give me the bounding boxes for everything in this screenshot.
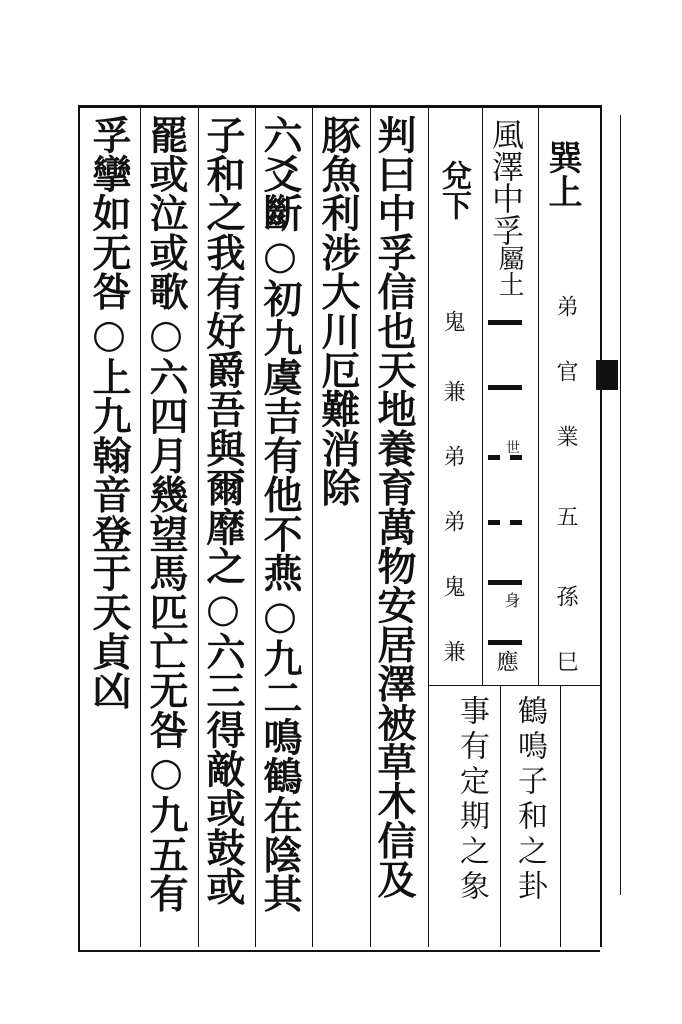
bottom-note: 鬼 bbox=[440, 575, 465, 597]
column-rule bbox=[482, 105, 483, 685]
margin-rule bbox=[620, 115, 621, 895]
column-rule bbox=[312, 105, 313, 947]
bottom-note: 兼 bbox=[440, 640, 465, 662]
line-mark-shen: 身 bbox=[502, 592, 521, 608]
top-note: 官 bbox=[553, 360, 578, 382]
column-rule bbox=[140, 105, 141, 947]
text-column: 豚魚利涉大川厄難消除 bbox=[315, 115, 361, 507]
column-rule bbox=[255, 105, 256, 947]
hexagram-line-broken bbox=[510, 520, 522, 525]
hexagram-house: 屬土 bbox=[494, 245, 524, 297]
top-note: 五 bbox=[553, 505, 578, 527]
page-tab bbox=[596, 360, 618, 390]
hexagram-line bbox=[488, 580, 522, 585]
hexagram-line-broken bbox=[510, 455, 522, 460]
bottom-note: 兼 bbox=[440, 380, 465, 402]
hexagram-title: 風澤中孚 bbox=[487, 118, 525, 246]
hexagram-line bbox=[488, 385, 522, 390]
column-rule bbox=[198, 105, 199, 947]
text-column: 罷或泣或歌○六四月幾望馬匹亡无咎○九五有 bbox=[143, 115, 189, 913]
text-column: 六爻斷○初九虞吉有他不燕○九二鳴鶴在陰其 bbox=[257, 115, 303, 913]
column-rule bbox=[560, 685, 561, 947]
lower-trigram: 兌下 bbox=[436, 160, 471, 220]
column-rule bbox=[428, 105, 429, 947]
hexagram-line bbox=[488, 320, 522, 325]
line-mark-shi: 世 bbox=[504, 440, 520, 454]
bottom-note: 鬼 bbox=[440, 310, 465, 332]
top-note: 弟 bbox=[553, 295, 578, 317]
bottom-note: 弟 bbox=[440, 510, 465, 532]
top-note: 孫 bbox=[553, 585, 578, 607]
side-box-text: 事有定期之象 bbox=[454, 695, 489, 905]
text-column: 判曰中孚信也天地養育萬物安居澤被草木信及 bbox=[371, 115, 417, 899]
text-column: 子和之我有好爵吾與爾靡之○六三得敵或鼓或 bbox=[200, 115, 246, 906]
bottom-note: 弟 bbox=[440, 445, 465, 467]
line-mark-ying: 應 bbox=[493, 650, 518, 672]
top-note: 巳 bbox=[553, 650, 578, 672]
column-rule bbox=[500, 685, 501, 947]
box-rule bbox=[428, 685, 602, 686]
column-rule bbox=[600, 105, 602, 947]
top-note: 業 bbox=[553, 425, 578, 447]
hexagram-line bbox=[488, 640, 522, 645]
upper-trigram: 巽上 bbox=[542, 140, 582, 208]
column-rule bbox=[538, 105, 539, 685]
hexagram-line-broken bbox=[488, 455, 500, 460]
text-column: 孚攣如无咎○上九翰音登于天貞凶 bbox=[86, 115, 132, 710]
hexagram-line-broken bbox=[488, 520, 500, 525]
side-box-text: 鶴鳴子和之卦 bbox=[512, 695, 547, 905]
